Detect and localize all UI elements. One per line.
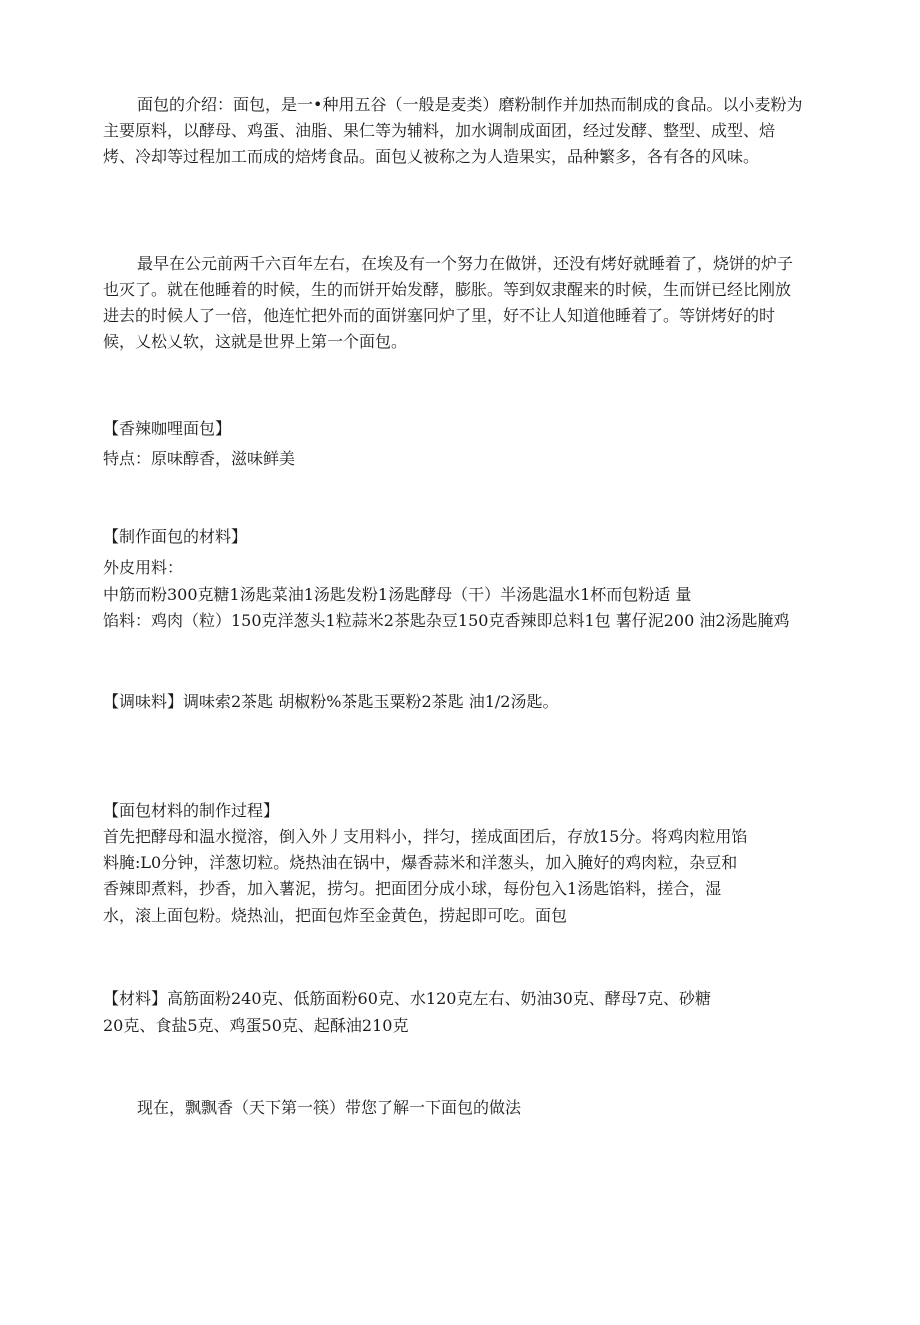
outer-ingredients-label: 外皮用料： — [103, 558, 184, 577]
process-heading: 【面包材料的制作过程】 — [103, 801, 280, 820]
ingredients-line: 20克、食盐5克、鸡蛋50克、起酥油210克 — [103, 1016, 409, 1035]
process-line: 料腌:L0分钟，洋葱切粒。烧热油在锅中，爆香蒜米和洋葱头，加入腌好的鸡肉粒，杂豆和 — [103, 853, 738, 872]
seasoning-line: 【调味料】调味索2茶匙 胡椒粉%茶匙玉粟粉2茶匙 油1/2汤匙。 — [103, 692, 559, 711]
process-line: 首先把酵母和温水搅溶，倒入外丿支用料小，拌匀，搓成面团后，存放15分。将鸡肉粒用馅 — [103, 827, 748, 846]
filling-ingredients-line: 馅料：鸡肉（粒）150克洋葱头1粒蒜米2茶匙杂豆150克香辣即总料1包 薯仔泥200 油2汤匙腌鸡 — [103, 611, 790, 630]
materials-heading: 【制作面包的材料】 — [103, 527, 248, 546]
ingredients-line: 【材料】高筋面粉240克、低筋面粉60克、水120克左右、奶油30克、酵母7克、砂糖 — [103, 989, 711, 1008]
history-paragraph: 最早在公元前两千六百年左右，在埃及有一个努力在做饼，还没有烤好就睡着了，烧饼的炉子也灭了。就在他睡着的时候，生的而饼开始发酵，膨胀。等到奴隶醒来的时候，生而饼已经比刚放进去的时候人了一倍，他连忙把外而的面饼塞冋炉了里，好不让人知道他睡着了。等饼烤好的时候，乂松乂软，这就是世界上第一个面包。 — [103, 254, 794, 351]
outer-ingredients-line: 中筋而粉300克糖1汤匙菜油1汤匙发粉1汤匙酵母（干）半汤匙温水1杯而包粉适 量 — [103, 585, 692, 604]
curry-bread-feature: 特点：原味醇香，滋味鲜美 — [103, 449, 296, 468]
closing-paragraph: 现在，飘飘香（天下第一筷）带您了解一下面包的做法 — [137, 1098, 522, 1117]
process-line: 水，滚上面包粉。烧热汕，把面包炸至金黄色，捞起即可吃。面包 — [103, 906, 568, 925]
curry-bread-heading: 【香辣咖哩面包】 — [103, 419, 232, 438]
intro-paragraph: 面包的介绍：面包，是一•种用五谷（一般是麦类）磨粉制作并加热而制成的食品。以小麦粉为主要原料，以酵母、鸡蛋、油脂、果仁等为辅料，加水调制成面团，经过发酵、整型、成型、焙烤、冷却等过程加工而成的焙烤食品。面包乂被称之为人造果实，品种繁多，各有各的风味。 — [103, 95, 803, 166]
process-line: 香辣即煮料，抄香，加入薯泥，捞匀。把面团分成小球，每份包入1汤匙馅料，搓合，湿 — [103, 879, 722, 898]
